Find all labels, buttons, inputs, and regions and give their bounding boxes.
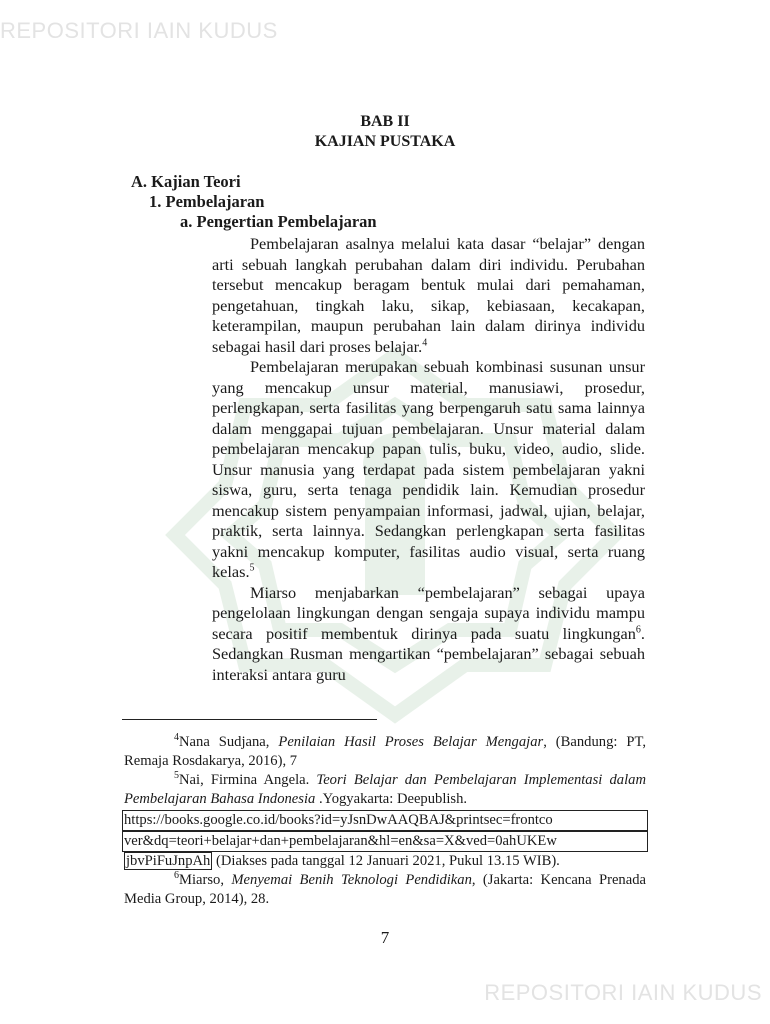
footnote-ref-5: 5 bbox=[249, 562, 255, 574]
footnote-5-url-line-1[interactable]: https://books.google.co.id/books?id=yJsnDwAAQBAJ&printsec=frontco bbox=[122, 810, 648, 831]
page-number: 7 bbox=[380, 928, 390, 947]
paragraph-1: Pembelajaran asalnya melalui kata dasar “belajar” dengan arti sebuah langkah perubahan dalam diri individu. Perubahan tersebut mencakup beragam bentuk mulai dari pemahaman, pengetahuan, tingkah laku, sikap, kebiasaan, kecakapan, keterampilan, maupun perubahan lain dalam dirinya individu sebagai hasil dari proses belajar.$^4$ bbox=[212, 234, 645, 356]
heading-pengertian-pembelajaran: a. Pengertian Pembelajaran bbox=[180, 212, 377, 231]
footnote-5-url-line-2[interactable]: ver&dq=teori+belajar+dan+pembelajaran&hl=en&sa=X&ved=0ahUKEw bbox=[122, 831, 648, 852]
chapter-title: KAJIAN PUSTAKA bbox=[314, 133, 456, 150]
paragraph-2: Pembelajaran merupakan sebuah kombinasi susunan unsur yang mencakup unsur material, manusiawi, prosedur, perlengkapan, serta fasilitas yang berpengaruh satu sama lainnya dalam menggapai tujuan pembelajaran. Unsur material dalam pembelajaran mencakup papan tulis, buku, video, audio, slide. Unsur manusia yang terdapat pada sistem pembelajaran yakni siswa, guru, serta tenaga pendidik lain. Kemudian prosedur mencakup sistem penyampaian informasi, jadwal, ujian, belajar, praktik, serta lainnya. Sedangkan perlengkapan serta fasilitas yakni mencakup komputer, fasilitas audio visual, serta ruang kelas.$^5$ bbox=[212, 357, 645, 581]
footnote-5: $^5$Nai, Firmina Angela. Teori Belajar dan Pembelajaran Implementasi dalam Pembelajaran Bahasa Indonesia .Yogyakarta: Deepublish. bbox=[124, 770, 646, 807]
paragraph-3: Miarso menjabarkan “pembelajaran” sebagai upaya pengelolaan lingkungan dengan sengaja supaya individu mampu secara positif membentuk dirinya pada suatu lingkungan$^6$. Sedangkan Rusman mengartikan “pembelajaran” sebagai sebuah interaksi antara guru bbox=[212, 582, 645, 684]
heading-pembelajaran: 1. Pembelajaran bbox=[149, 192, 265, 211]
footnote-ref-4: 4 bbox=[422, 337, 428, 349]
footnote-6: $^6$Miarso, Menyemai Benih Teknologi Pendidikan, (Jakarta: Kencana Prenada Media Group, 2014), 28. bbox=[124, 870, 646, 907]
body-text bbox=[212, 234, 645, 685]
footnote-5-url-line-3[interactable]: jbvPiFuJnpAh bbox=[126, 853, 211, 869]
footnotes bbox=[124, 733, 646, 909]
chapter-number: BAB II bbox=[360, 113, 410, 130]
watermark-top: REPOSITORI IAIN KUDUS bbox=[0, 18, 278, 43]
footnote-4: $^4$Nana Sudjana, Penilaian Hasil Proses Belajar Mengajar, (Bandung: PT, Remaja Rosdakarya, 2016), 7 bbox=[124, 732, 646, 769]
footnote-separator bbox=[122, 719, 377, 720]
footnote-ref-6: 6 bbox=[635, 624, 641, 636]
heading-kajian-teori: A. Kajian Teori bbox=[131, 172, 241, 191]
watermark-bottom: REPOSITORI IAIN KUDUS bbox=[484, 980, 762, 1005]
footnote-5-access-date: (Diakses pada tanggal 12 Januari 2021, Pukul 13.15 WIB). bbox=[212, 853, 560, 869]
